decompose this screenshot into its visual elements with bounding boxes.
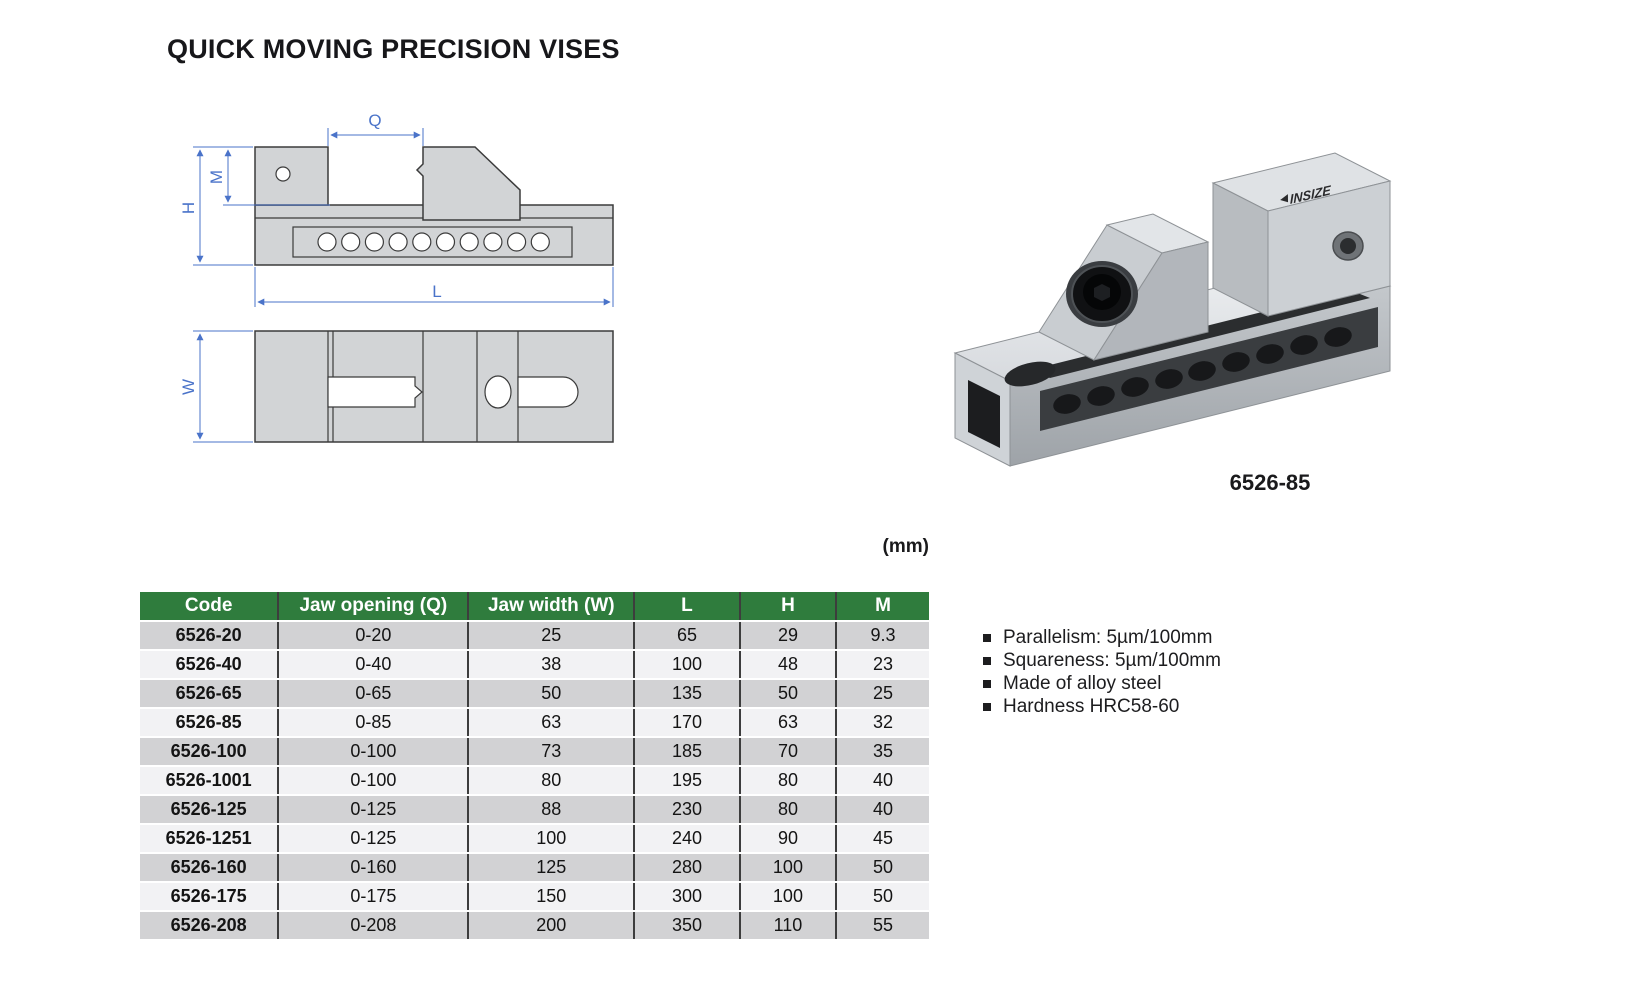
cell-code: 6526-175 (170, 886, 247, 906)
dimension-label-w: W (179, 378, 198, 396)
table-cell: 80 (739, 796, 835, 823)
brand-logo: INSIZE (1289, 182, 1331, 207)
cell-code: 6526-20 (175, 625, 242, 645)
cell-code: 6526-208 (170, 915, 247, 935)
table-cell: 29 (739, 622, 835, 649)
table-cell: 135 (633, 680, 739, 707)
fixed-jaw-block (1213, 153, 1390, 316)
table-row (140, 651, 929, 678)
table-cell: 50 (835, 854, 929, 881)
table-cell: 25 (835, 680, 929, 707)
table-cell: 45 (835, 825, 929, 852)
product-code-caption: 6526-85 (1229, 470, 1311, 495)
table-cell: 230 (633, 796, 739, 823)
table-row (140, 912, 929, 939)
clamp-screw (1066, 261, 1138, 327)
column-header-h: H (739, 592, 835, 620)
table-cell: 110 (739, 912, 835, 939)
table-cell: 195 (633, 767, 739, 794)
table-cell: 50 (467, 680, 633, 707)
table-cell: 40 (835, 767, 929, 794)
movable-jaw (1039, 214, 1208, 360)
table-row (140, 883, 929, 910)
table-row (140, 738, 929, 765)
table-cell: 40 (835, 796, 929, 823)
cell-code: 6526-40 (175, 654, 242, 674)
table-row (140, 825, 929, 852)
column-header-jaw-opening: Jaw opening (Q) (277, 592, 467, 620)
table-row (140, 796, 929, 823)
table-cell: 88 (467, 796, 633, 823)
table-cell: 38 (467, 651, 633, 678)
cell-code: 6526-160 (170, 857, 247, 877)
table-cell: 80 (467, 767, 633, 794)
table-cell: 0-100 (277, 738, 467, 765)
table-cell: 240 (633, 825, 739, 852)
table-cell: 73 (467, 738, 633, 765)
bullet-square-icon (983, 657, 991, 665)
feature-item (983, 626, 1221, 649)
table-cell: 50 (739, 680, 835, 707)
table-cell: 0-40 (277, 651, 467, 678)
table-cell: 100 (739, 883, 835, 910)
cell-code: 6526-1251 (165, 828, 252, 848)
product-photo (880, 118, 1440, 468)
technical-drawing (165, 95, 640, 470)
table-cell: 100 (467, 825, 633, 852)
table-cell: 0-208 (277, 912, 467, 939)
table-row (140, 622, 929, 649)
table-cell: 0-160 (277, 854, 467, 881)
thread-hole (1333, 232, 1363, 260)
feature-item (983, 695, 1221, 718)
table-row (140, 854, 929, 881)
feature-item (983, 649, 1221, 672)
side-view (179, 111, 613, 307)
table-cell: 50 (835, 883, 929, 910)
table-cell: 90 (739, 825, 835, 852)
column-header-m: M (835, 592, 929, 620)
table-cell: 150 (467, 883, 633, 910)
vise-illustration (955, 153, 1390, 466)
feature-item (983, 672, 1221, 695)
table-cell: 280 (633, 854, 739, 881)
table-cell: 63 (739, 709, 835, 736)
table-cell: 70 (739, 738, 835, 765)
fixed-jaw-side (255, 147, 328, 205)
dimension-label-m: M (207, 169, 226, 185)
feature-text: Squareness: 5µm/100mm (1003, 650, 1221, 671)
table-cell: 0-125 (277, 825, 467, 852)
cell-code: 6526-85 (175, 712, 242, 732)
table-cell: 63 (467, 709, 633, 736)
table-cell: 100 (633, 651, 739, 678)
table-cell: 0-100 (277, 767, 467, 794)
feature-text: Hardness HRC58-60 (1003, 696, 1180, 717)
spec-table (140, 590, 929, 941)
cell-code: 6526-65 (175, 683, 242, 703)
table-cell: 35 (835, 738, 929, 765)
feature-text: Made of alloy steel (1003, 673, 1162, 694)
table-header-row (140, 592, 929, 620)
table-cell: 32 (835, 709, 929, 736)
bullet-square-icon (983, 634, 991, 642)
table-cell: 48 (739, 651, 835, 678)
screw-hole-top (485, 376, 511, 408)
table-cell: 0-175 (277, 883, 467, 910)
table-row (140, 767, 929, 794)
table-cell: 300 (633, 883, 739, 910)
feature-list (983, 626, 1221, 718)
table-row (140, 709, 929, 736)
bullet-square-icon (983, 703, 991, 711)
rounded-slot-top (518, 377, 578, 407)
column-header-code: Code (140, 592, 277, 620)
table-cell: 0-65 (277, 680, 467, 707)
table-row (140, 680, 929, 707)
jaw-slot-top (328, 377, 422, 407)
movable-jaw-side (417, 147, 520, 220)
table-cell: 25 (467, 622, 633, 649)
table-cell: 100 (739, 854, 835, 881)
table-cell: 0-20 (277, 622, 467, 649)
cell-code: 6526-125 (170, 799, 247, 819)
dimension-label-h: H (179, 201, 198, 215)
table-cell: 350 (633, 912, 739, 939)
table-cell: 0-125 (277, 796, 467, 823)
unit-label: (mm) (882, 536, 929, 557)
dimension-label-l: L (432, 282, 442, 301)
dimension-label-q: Q (368, 111, 382, 130)
table-cell: 170 (633, 709, 739, 736)
table-cell: 200 (467, 912, 633, 939)
table-cell: 9.3 (835, 622, 929, 649)
cell-code: 6526-1001 (165, 770, 252, 790)
table-cell: 65 (633, 622, 739, 649)
top-view (179, 331, 613, 442)
feature-text: Parallelism: 5µm/100mm (1003, 627, 1213, 648)
table-cell: 55 (835, 912, 929, 939)
table-cell: 0-85 (277, 709, 467, 736)
dimension-h (193, 147, 253, 265)
table-cell: 125 (467, 854, 633, 881)
dimension-q (328, 128, 423, 146)
dimension-w (193, 331, 253, 442)
column-header-jaw-width: Jaw width (W) (467, 592, 633, 620)
column-header-l: L (633, 592, 739, 620)
table-cell: 23 (835, 651, 929, 678)
table-cell: 80 (739, 767, 835, 794)
bullet-square-icon (983, 680, 991, 688)
page-title: QUICK MOVING PRECISION VISES (167, 34, 620, 64)
cell-code: 6526-100 (170, 741, 247, 761)
table-cell: 185 (633, 738, 739, 765)
